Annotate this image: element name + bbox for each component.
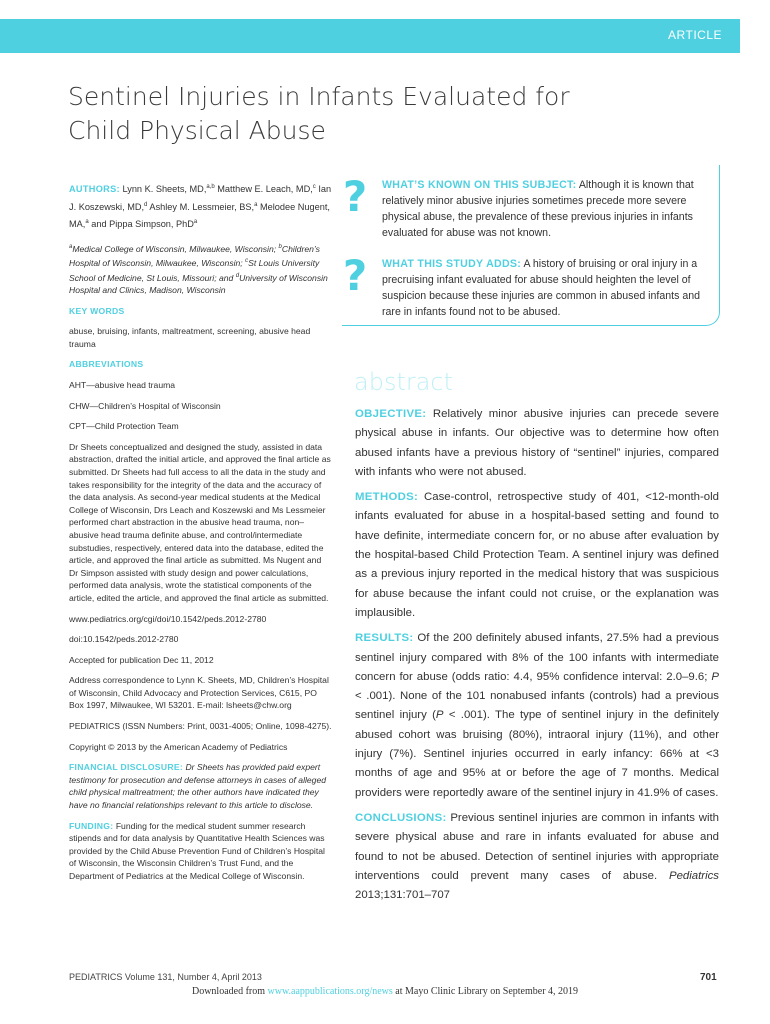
abbreviation-item: CHW—Children’s Hospital of Wisconsin — [69, 400, 221, 411]
author-contributions: Dr Sheets conceptualized and designed the study, assisted in data abstraction, drafted the initial article, and approved the final article as submitted. Dr Sheets had full access to all the data in the study and takes responsibility for the integrity of the data and the accuracy of the data analysis. As second-year medical students at the Medical College of Wisconsin, Drs Leach and Koszewski and Ms Lessmeier performed chart abstraction in the abusive head trauma, non–abusive head trauma definite abuse, and control/intermediate substudies, respectively, entered data into the database, edited the article, and approved the final article as submitted. Ms Nugent and Dr Simpson assisted with study design and power calculations, performed data analysis, wrote the statistical components of the article, edited the article, and approved the final article as submitted. — [69, 441, 331, 603]
abbreviation-item: CPT—Child Protection Team — [69, 421, 179, 432]
whats-known: WHAT’S KNOWN ON THIS SUBJECT: Although it is known that relatively minor abusive injuries sometimes precede more severe physical abuse, the prevalence of these previous injuries in infants evaluated for abuse was not known. — [382, 179, 694, 239]
abstract-body — [355, 405, 719, 911]
issn: PEDIATRICS (ISSN Numbers: Print, 0031-4005; Online, 1098-4275). — [69, 721, 332, 732]
left-sidebar — [69, 180, 332, 891]
abstract-conclusions: CONCLUSIONS: Previous sentinel injuries are common in infants with severe physical abuse and rare in infants evaluated for abuse and found to not be abused. Detection of sentinel injuries with appropriate interventions could prevent many cases of abuse. Pediatrics 2013;131:701–707 — [355, 811, 719, 902]
abbreviation-item: AHT—abusive head trauma — [69, 380, 176, 391]
download-link[interactable]: www.aappublications.org/news — [267, 986, 393, 997]
page-number: 701 — [700, 972, 717, 983]
keywords: abuse, bruising, infants, maltreatment, screening, abusive head trauma — [69, 326, 311, 349]
funding: FUNDING: Funding for the medical student summer research stipends and for data analysis by Quantitative Health Sciences was provided by the Child Abuse Prevention Fund of Children’s Hospital of Wisconsin, the Wisconsin Children’s Trust Fund, and the Department of Pediatrics at the Medical College of Wisconsin. — [69, 820, 325, 882]
financial-disclosure: FINANCIAL DISCLOSURE: Dr Sheets has provided paid expert testimony for prosecution and defense attorneys in cases of alleged child physical maltreatment; the other authors have indicated they have no financial relationships relevant to this article to disclose. — [69, 762, 327, 811]
download-notice: Downloaded from www.aappublications.org/news at Mayo Clinic Library on September 4, 2019 — [191, 986, 579, 997]
accepted-date: Accepted for publication Dec 11, 2012 — [69, 654, 214, 665]
affiliations: $^a$Medical College of Wisconsin, Milwaukee, Wisconsin; $^b$Children’s Hospital of Wisconsin, Milwaukee, Wisconsin; $^c$St Louis University School of Medicine, St Louis, Missouri; and $^d$University of Wisconsin Hospital and Clinics, Madison, Wisconsin — [69, 243, 328, 296]
copyright: Copyright © 2013 by the American Academy of Pediatrics — [69, 741, 288, 752]
abstract-results: RESULTS: Of the 200 definitely abused infants, 27.5% had a previous sentinel injury compared with 8% of the 100 infants with intermediate concern for abuse (odds ratio: 4.4, 95% confidence interval: 2.0–9.6; P < .001). None of the 101 nonabused infants (controls) had a previous sentinel injury (P < .001). The type of sentinel injury in the definitely abused cohort was bruising (80%), intraoral injury (11%), and other injury (7%). Sentinel injuries occurred in early infancy: 66% at <3 months of age and 95% at or before the age of 7 months. Medical providers were reportedly aware of the sentinel injury in 41.9% of cases. — [355, 632, 720, 799]
abstract-objective: OBJECTIVE: Relatively minor abusive injuries can precede severe physical abuse in infants. Our objective was to determine how often abused infants have a previous history of “sentinel” injuries, compared with infants who were not abused. — [355, 408, 719, 478]
journal-footer: PEDIATRICS Volume 131, Number 4, April 2013 — [69, 972, 262, 982]
abbreviations-label: ABBREVIATIONS — [69, 359, 144, 370]
article-url[interactable]: www.pediatrics.org/cgi/doi/10.1542/peds.2012-2780 — [69, 613, 267, 624]
question-mark-icon: ? — [342, 172, 368, 221]
keywords-label: KEY WORDS — [69, 305, 125, 316]
article-header-bar — [0, 19, 740, 53]
what-this-study-adds: WHAT THIS STUDY ADDS: A history of bruising or oral injury in a precruising infant evaluated for abuse should heighten the level of suspicion because these injuries are common in abused infants and rare in infants found not to be abused. — [382, 258, 701, 318]
abstract-methods: METHODS: Case-control, retrospective study of 401, <12-month-old infants evaluated for abuse in a hospital-based setting and found to have definite, intermediate concern for, or no abuse after evaluation by the hospital-based Child Protection Team. A sentinel injury was defined as a previous injury reported in the medical history that was suspicious for abuse because the infant could not cruise, or the explanation was implausible. — [355, 491, 719, 619]
authors-label: AUTHORS: — [69, 184, 120, 195]
article-type-tag: ARTICLE — [668, 28, 722, 42]
article-title: Sentinel Injuries in Infants Evaluated for Child Physical Abuse — [68, 82, 570, 145]
authors-block — [69, 180, 332, 233]
abstract-heading: abstract — [354, 368, 454, 396]
journal-name: Pediatrics — [668, 869, 719, 882]
question-mark-icon: ? — [342, 251, 368, 300]
authors-list: Lynn K. Sheets, MD,$^{a,b}$ Matthew E. Leach, MD,$^c$ Ian J. Koszewski, MD,$^d$ Ashley M. Lessmeier, BS,$^a$ Melodee Nugent, MA,$^a$ and Pippa Simpson, PhD$^a$ — [69, 184, 332, 230]
correspondence: Address correspondence to Lynn K. Sheets, MD, Children’s Hospital of Wisconsin, Child Advocacy and Protection Services, C615, PO Box 1997, Milwaukee, WI 53201. E-mail: lsheets@chw.org — [69, 675, 329, 711]
article-doi: doi:10.1542/peds.2012-2780 — [69, 634, 179, 645]
citation: 2013;131:701–707 — [355, 889, 451, 902]
